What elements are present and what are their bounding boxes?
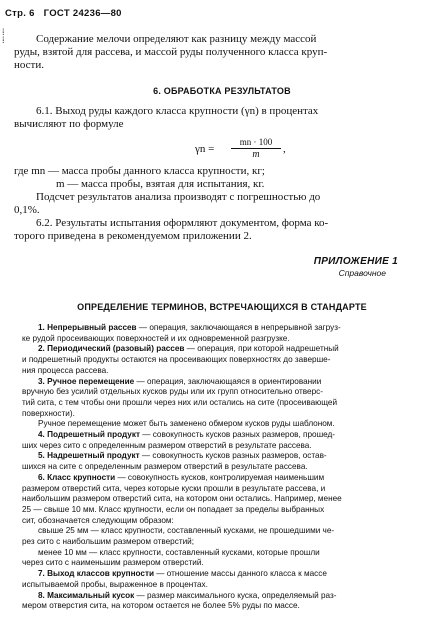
formula-lhs: γn = <box>195 143 215 155</box>
definition-term: 7. Выход классов крупности <box>38 569 155 579</box>
definition-text: поверхности). <box>22 408 75 418</box>
definition-text: — операция, при которой надрешетный <box>184 344 339 354</box>
formula-numerator: mn · 100 <box>231 137 281 149</box>
paragraph-61-line1: 6.1. Выход руды каждого класса крупности (γn) в процентах <box>36 105 319 117</box>
definition-term: 6. Класс крупности <box>38 472 116 482</box>
definition-line <box>22 366 108 377</box>
definition-text: размером отверстий сита, через которые куски прошли в результате рассева, и <box>22 483 326 493</box>
where-line-6: торого приведена в рекомендуемом приложении 2. <box>14 230 252 242</box>
definition-text: 25 — свыше 10 мм. Класс крупности, если он попадает за пределы выбранных <box>22 504 325 514</box>
paragraph-p1-line2: руды, взятой для рассева, и массой руды полученного класса круп- <box>14 46 328 58</box>
formula-tail: , <box>283 143 286 155</box>
definition-text: испытываемой пробы, выраженное в процентах. <box>22 579 208 589</box>
gost-number: ГОСТ 24236—80 <box>43 8 122 19</box>
definition-text: — размер максимального куска, определяемый раз- <box>134 590 337 600</box>
definition-line <box>22 505 324 516</box>
definition-line <box>22 601 300 612</box>
definition-text: ния процесса рассева. <box>22 365 109 375</box>
definition-text: Ручное перемещение может быть заменено обмером кусков руды шаблоном. <box>38 419 335 429</box>
page-number: Стр. 6 <box>5 8 35 19</box>
definition-line <box>22 494 342 505</box>
definition-line <box>22 462 308 473</box>
definition-line <box>38 451 327 462</box>
definition-line <box>22 334 290 345</box>
definition-line <box>38 473 324 484</box>
formula-denominator: m <box>252 149 260 160</box>
formula-fraction <box>231 137 281 161</box>
where-line-5: 6.2. Результаты испытания оформляют документом, форма ко- <box>36 217 329 229</box>
definition-line <box>22 409 75 420</box>
definition-term: 3. Ручное перемещение <box>38 376 135 386</box>
definition-text: ших через сито с определенным размером отверстий в результате рассева. <box>22 440 312 450</box>
definitions-title: ОПРЕДЕЛЕНИЕ ТЕРМИНОВ, ВСТРЕЧАЮЩИХСЯ В СТАНДАРТЕ <box>77 302 367 312</box>
definition-term: 5. Надрешетный продукт <box>38 451 140 461</box>
definition-text: — операция, заключающаяся в ориентировании <box>134 376 322 386</box>
definition-line <box>22 484 325 495</box>
where-line-1: где mn — масса пробы данного класса крупности, кг; <box>14 165 265 177</box>
definition-line <box>22 441 312 452</box>
definition-text: — совокупность кусков разных размеров, прошед- <box>139 430 336 439</box>
definition-text: мером отверстия сита, на котором остается не более 5% руды по массе. <box>22 601 300 611</box>
definition-text: свыше 25 мм — класс крупности, составленный кусками, не прошедшими че- <box>38 526 335 536</box>
margin-marks: ⁞ ⁞ <box>2 27 5 45</box>
where-line-3: Подсчет результатов анализа производят с погрешностью до <box>36 191 321 203</box>
definition-text: ке рудой просеивающих поверхностей и их одновременной разгрузке. <box>22 333 290 343</box>
definition-line <box>22 537 194 548</box>
definition-line <box>22 516 174 527</box>
definition-text: — совокупность кусков разных размеров, остав- <box>139 451 327 461</box>
definition-line <box>38 569 327 580</box>
paragraph-p1-line3: ности. <box>14 59 44 71</box>
definition-line <box>22 387 323 398</box>
definition-text: и подрешетный продукты остаются на просеивающих поверхностях до заверше- <box>22 355 331 365</box>
definition-text: вручную без усилий отдельных кусков руды или их групп относительно отверс- <box>22 387 323 397</box>
definition-term: 4. Подрешетный продукт <box>38 430 140 439</box>
definition-text: менее 10 мм — класс крупности, составленный кусками, которые прошли <box>38 547 320 557</box>
definition-line <box>38 430 335 441</box>
paragraph-p1-line1: Содержание мелочи определяют как разницу между массой <box>36 33 317 45</box>
definition-line <box>22 355 330 366</box>
where-line-2: m — масса пробы, взятая для испытания, кг. <box>56 178 265 190</box>
paragraph-61-line2: вычисляют по формуле <box>14 118 124 130</box>
definition-text: — совокупность кусков, контролируемая наименьшим <box>115 472 325 482</box>
definition-text: рез сито с наибольшим размером отверстий; <box>22 537 194 546</box>
definition-line <box>38 419 335 430</box>
definition-line <box>22 398 337 409</box>
definition-text: шихся на сите с определенным размером отверстий в результате рассева. <box>22 462 308 472</box>
definition-line <box>22 580 208 591</box>
definition-text: через сито с наименьшим размером отверстий. <box>22 558 204 568</box>
definition-text: наибольшим размером отверстий сита, на котором они остались. Например, менее <box>22 494 342 504</box>
definition-line <box>38 548 320 559</box>
where-line-4: 0,1%. <box>14 204 40 216</box>
definition-term: 2. Периодический (разовый) рассев <box>38 344 185 354</box>
section-6-title: 6. ОБРАБОТКА РЕЗУЛЬТАТОВ <box>153 86 291 96</box>
appendix-title: ПРИЛОЖЕНИЕ 1 <box>313 256 398 267</box>
appendix-subtitle: Справочное <box>338 268 386 278</box>
definition-line <box>38 323 341 334</box>
definition-line <box>38 344 339 355</box>
definition-text: — отношение массы данного класса к массе <box>154 569 327 579</box>
definition-term: 1. Непрерывный рассев <box>38 323 137 332</box>
definition-line <box>38 591 336 602</box>
definition-line <box>22 558 204 569</box>
definition-text: тий сита, с тем чтобы они прошли через них или остались на сите (просеивающей <box>22 397 338 407</box>
definition-text: сит, обозначается следующим образом: <box>22 515 174 525</box>
definition-text: — операция, заключающаяся в непрерывной загруз- <box>136 323 341 332</box>
definition-line <box>38 377 321 388</box>
page-header <box>5 8 128 19</box>
definition-line <box>38 526 334 537</box>
definition-term: 8. Максимальный кусок <box>38 590 135 600</box>
